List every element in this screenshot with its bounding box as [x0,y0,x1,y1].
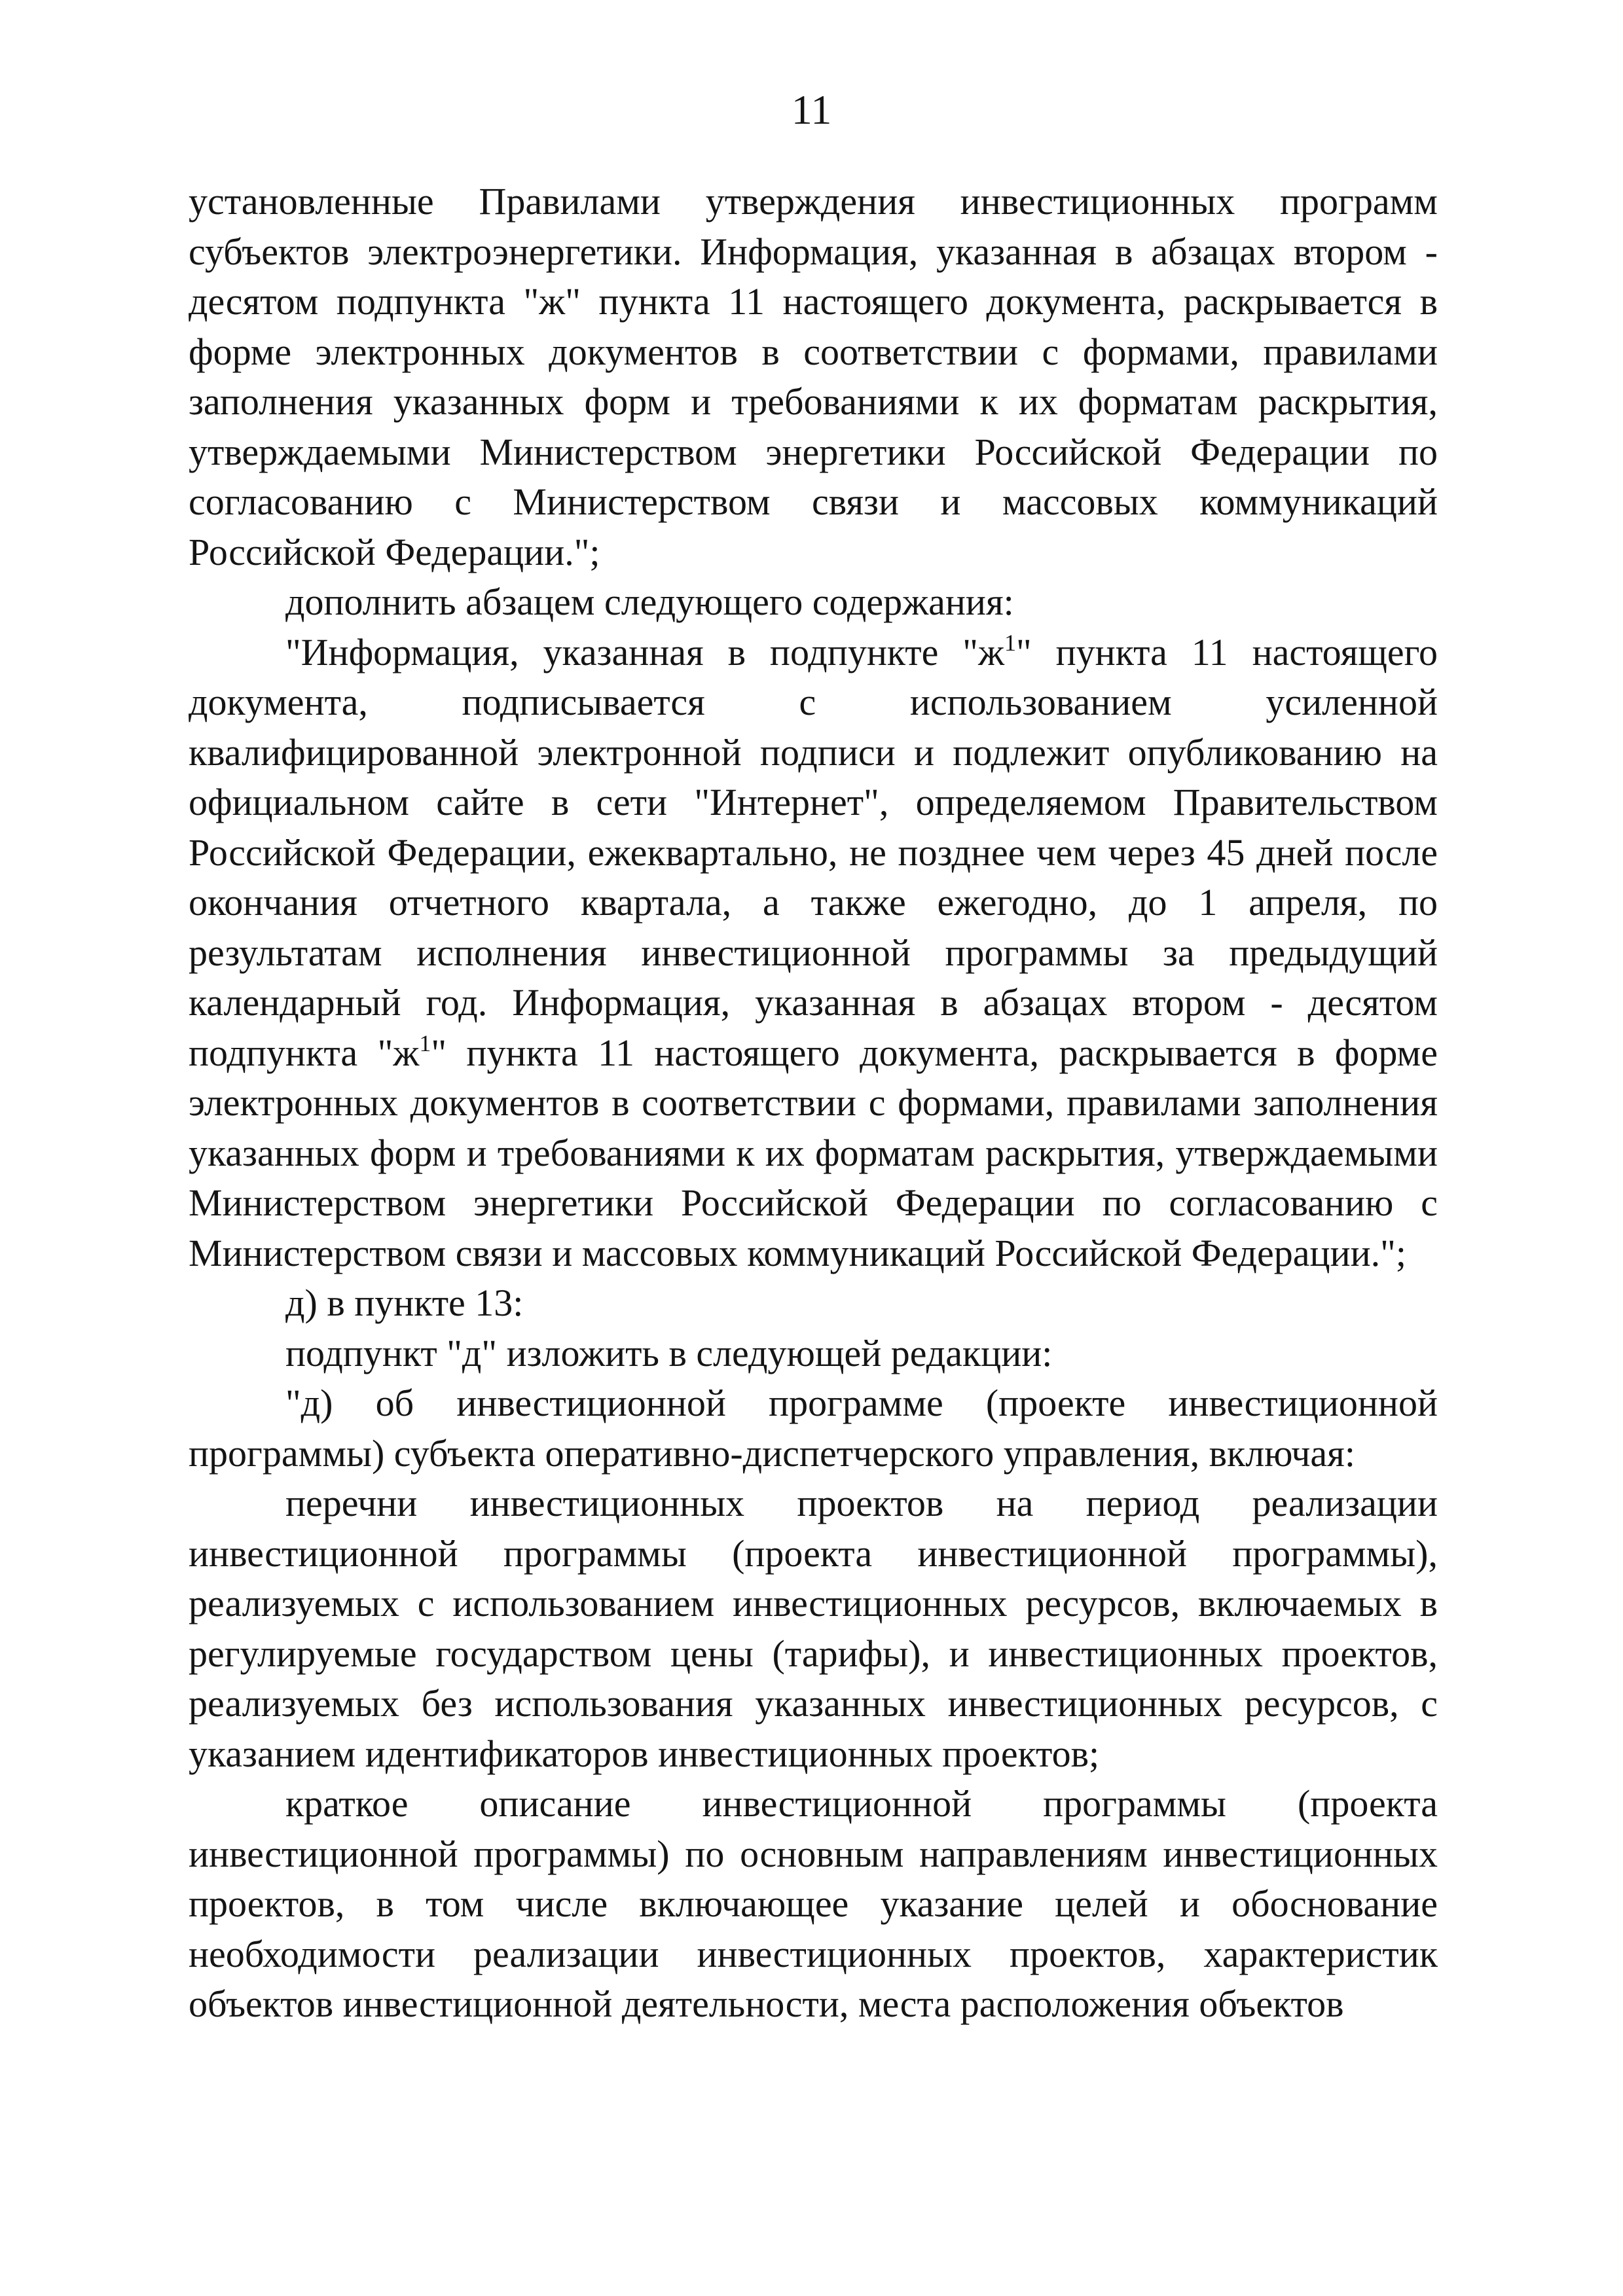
paragraph-information-zh1 [189,628,1438,1279]
document-body [189,177,1438,2030]
paragraph-brief-description: краткое описание инвестиционной программы (проекта инвестиционной программы) по основным направлениям инвестиционных проектов, в том числе включающее указание целей и обоснование необходимости реализации инвестиционных проектов, характеристик объектов инвестиционной деятельности, места расположения объектов [189,1782,1438,2025]
paragraph-subitem-d-edit: подпункт "д" изложить в следующей редакции: [285,1331,1053,1374]
superscript-marker: 1 [419,1030,431,1056]
superscript-marker: 1 [1004,629,1017,656]
page-number: 11 [791,86,832,133]
paragraph-project-lists: перечни инвестиционных проектов на период реализации инвестиционной программы (проекта инвестиционной программы), реализуемых с использованием инвестиционных ресурсов, включаемых в регулируемые государством цены (тарифы), и инвестиционных проектов, реализуемых без использования указанных инвестиционных ресурсов, с указанием идентификаторов инвестиционных проектов; [189,1482,1438,1775]
paragraph-text-part: " пункта 11 настоящего документа, раскрывается в форме электронных документов в соответствии с формами, правилами заполнения указанных форм и требованиями к их форматам раскрытия, утверждаемыми Министерством энергетики Российской Федерации по согласованию с Министерством связи и массовых коммуникаций Российской Федерации."; [189,1031,1438,1274]
paragraph-item-d: д) в пункте 13: [285,1282,524,1324]
paragraph-text-part: "Информация, указанная в подпункте "ж [285,630,1005,673]
paragraph-add-abzac: дополнить абзацем следующего содержания: [285,581,1014,623]
paragraph-investment-program: "д) об инвестиционной программе (проекте инвестиционной программы) субъекта оперативно-диспетчерского управления, включая: [189,1382,1438,1475]
paragraph-regulations-disclosure: установленные Правилами утверждения инвестиционных программ субъектов электроэнергетики. Информация, указанная в абзацах втором - десятом подпункта "ж" пункта 11 настоящего документа, раскрывается в форме электронных документов в соответствии с формами, правилами заполнения указанных форм и требованиями к их форматам раскрытия, утверждаемыми Министерством энергетики Российской Федерации по согласованию с Министерством связи и массовых коммуникаций Российской Федерации."; [189,180,1438,573]
paragraph-text-part: " пункта 11 настоящего документа, подписывается с использованием усиленной квалифицированной электронной подписи и подлежит опубликованию на официальном сайте в сети "Интернет", определяемом Правительством Российской Федерации, ежеквартально, не позднее чем через 45 дней после окончания отчетного квартала, а также ежегодно, до 1 апреля, по результатам исполнения инвестиционной программы за предыдущий календарный год. Информация, указанная в абзацах втором - десятом подпункта "ж [189,630,1438,1074]
